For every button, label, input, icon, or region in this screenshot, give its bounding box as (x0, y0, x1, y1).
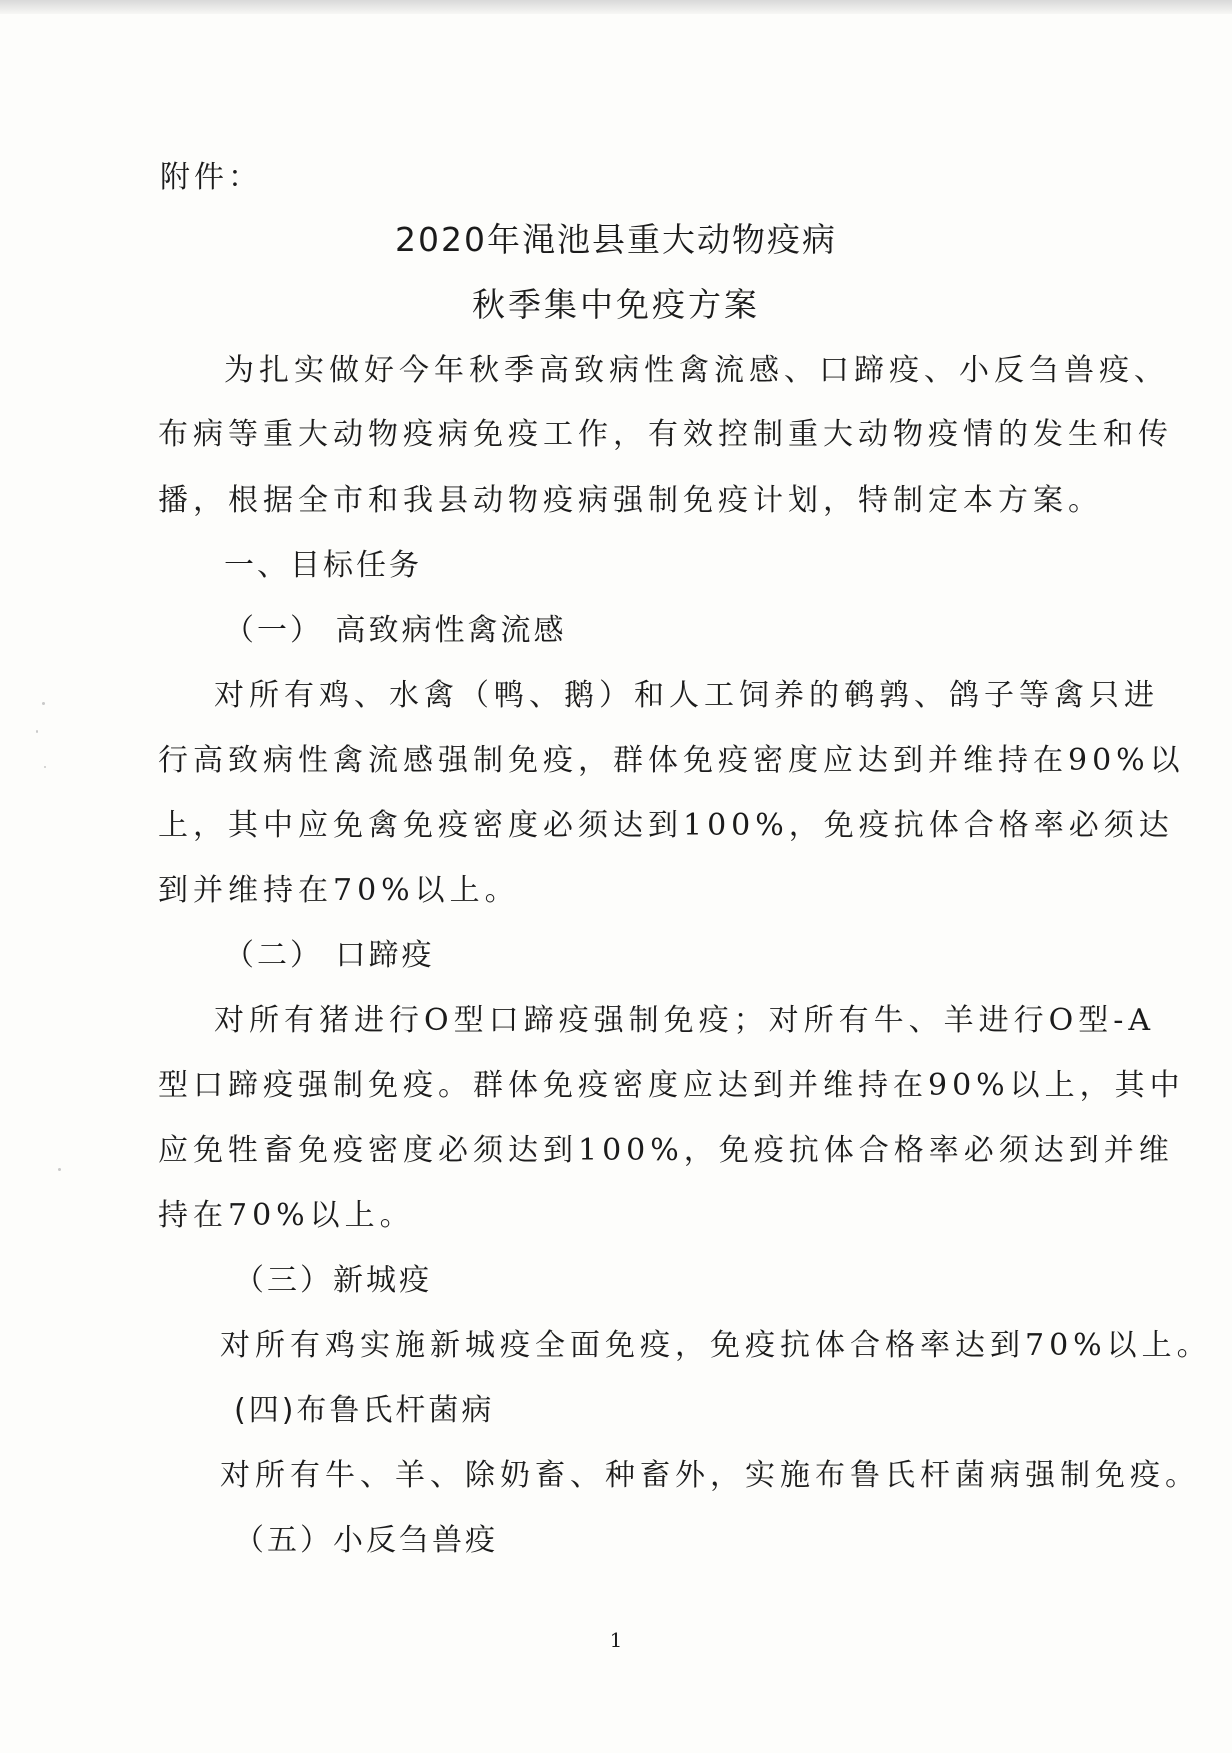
paragraph-line: 型口蹄疫强制免疫。群体免疫密度应达到并维持在90%以上，其中 (158, 1068, 1185, 1103)
paragraph-line: 行高致病性禽流感强制免疫，群体免疫密度应达到并维持在90%以 (158, 743, 1185, 778)
paragraph-line: 上，其中应免禽免疫密度必须达到100%，免疫抗体合格率必须达 (158, 808, 1174, 843)
scan-speck (58, 1168, 61, 1171)
section-heading: 一、目标任务 (224, 548, 422, 583)
page-number: 1 (609, 1628, 623, 1652)
subsection-heading: （一） 高致病性禽流感 (224, 613, 567, 648)
paragraph-line: 对所有鸡、水禽（鸭、鹅）和人工饲养的鹌鹑、鸽子等禽只进 (214, 678, 1159, 713)
paragraph-line: 布病等重大动物疫病免疫工作，有效控制重大动物疫情的发生和传 (158, 417, 1173, 452)
attachment-label: 附件： (160, 160, 262, 195)
subsection-heading: (四)布鲁氏杆菌病 (234, 1393, 495, 1428)
document-title-line-1: 2020年渑池县重大动物疫病 (395, 220, 837, 259)
subsection-heading: （五）小反刍兽疫 (234, 1523, 498, 1558)
scan-speck (42, 702, 45, 705)
paragraph-line: 对所有鸡实施新城疫全面免疫，免疫抗体合格率达到70%以上。 (220, 1328, 1212, 1363)
scan-speck (36, 730, 38, 733)
paragraph-line: 播，根据全市和我县动物疫病强制免疫计划，特制定本方案。 (158, 483, 1103, 518)
subsection-heading: （三）新城疫 (234, 1263, 432, 1298)
paragraph-line: 对所有牛、羊、除奶畜、种畜外，实施布鲁氏杆菌病强制免疫。 (220, 1458, 1200, 1493)
paragraph-line: 到并维持在70%以上。 (158, 873, 520, 908)
subsection-heading: （二） 口蹄疫 (224, 938, 435, 973)
scan-edge (0, 0, 1232, 14)
paragraph-line: 持在70%以上。 (158, 1198, 415, 1233)
paragraph-line: 为扎实做好今年秋季高致病性禽流感、口蹄疫、小反刍兽疫、 (224, 353, 1169, 388)
scan-speck (44, 766, 46, 768)
paragraph-line: 对所有猪进行O型口蹄疫强制免疫；对所有牛、羊进行O型-A (214, 1003, 1155, 1038)
paragraph-line: 应免牲畜免疫密度必须达到100%，免疫抗体合格率必须达到并维 (158, 1133, 1174, 1168)
document-title-line-2: 秋季集中免疫方案 (472, 285, 760, 324)
